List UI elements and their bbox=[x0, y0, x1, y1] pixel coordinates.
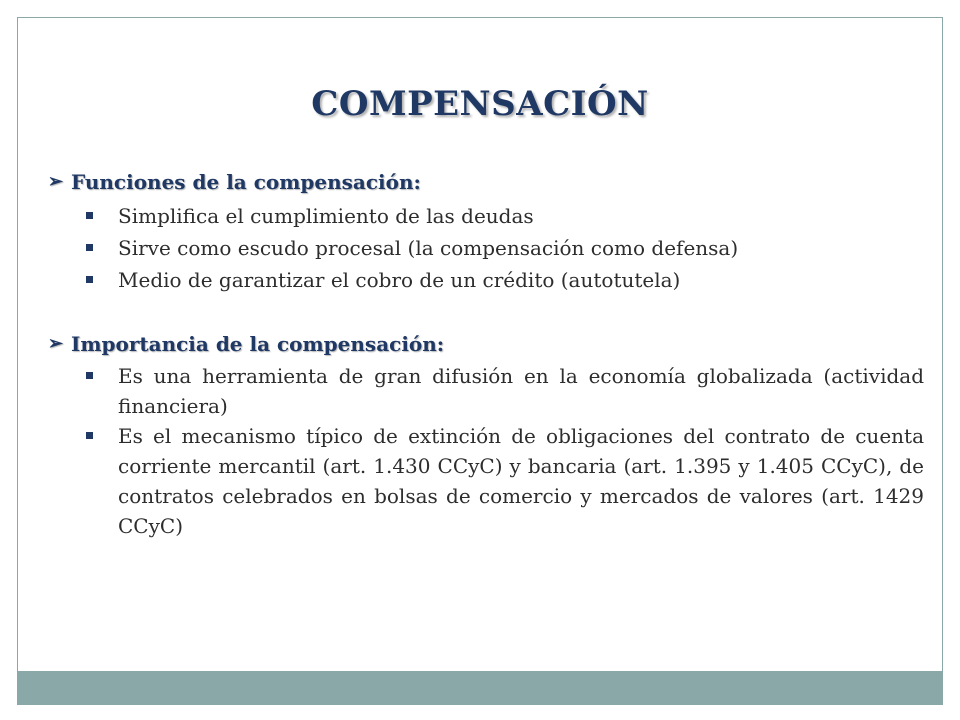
square-bullet-icon bbox=[86, 432, 93, 439]
list-item-text: Medio de garantizar el cobro de un crédito (autotutela) bbox=[118, 268, 681, 292]
list-item bbox=[86, 421, 924, 541]
list-item-text: Es una herramienta de gran difusión en la economía globalizada (actividad financiera) bbox=[118, 364, 924, 418]
square-bullet-icon bbox=[86, 244, 93, 251]
square-bullet-icon bbox=[86, 212, 93, 219]
importancia-list bbox=[86, 361, 924, 541]
section-heading-label: Funciones de la compensación: bbox=[71, 170, 421, 194]
list-item-text: Sirve como escudo procesal (la compensación como defensa) bbox=[118, 236, 739, 260]
footer-bar bbox=[17, 671, 943, 705]
funciones-list bbox=[86, 200, 924, 296]
square-bullet-icon bbox=[86, 372, 93, 379]
list-item bbox=[86, 361, 924, 421]
arrow-bullet-icon: ➢ bbox=[48, 171, 64, 192]
square-bullet-icon bbox=[86, 276, 93, 283]
list-item-text: Simplifica el cumplimiento de las deudas bbox=[118, 204, 534, 228]
list-item bbox=[86, 264, 924, 296]
list-item bbox=[86, 232, 924, 264]
arrow-bullet-icon: ➢ bbox=[48, 333, 64, 354]
list-item-text: Es el mecanismo típico de extinción de obligaciones del contrato de cuenta corriente mercantil (art. 1.430 CCyC) y bancaria (art. 1.395 y 1.405 CCyC), de contratos celebrados en bolsas de comercio y mercados de valores (art. 1429 CCyC) bbox=[118, 424, 924, 538]
section-heading-importancia bbox=[48, 332, 444, 356]
section-heading-funciones bbox=[48, 170, 421, 194]
list-item bbox=[86, 200, 924, 232]
section-heading-label: Importancia de la compensación: bbox=[71, 332, 445, 356]
slide-title: COMPENSACIÓN bbox=[311, 84, 649, 124]
